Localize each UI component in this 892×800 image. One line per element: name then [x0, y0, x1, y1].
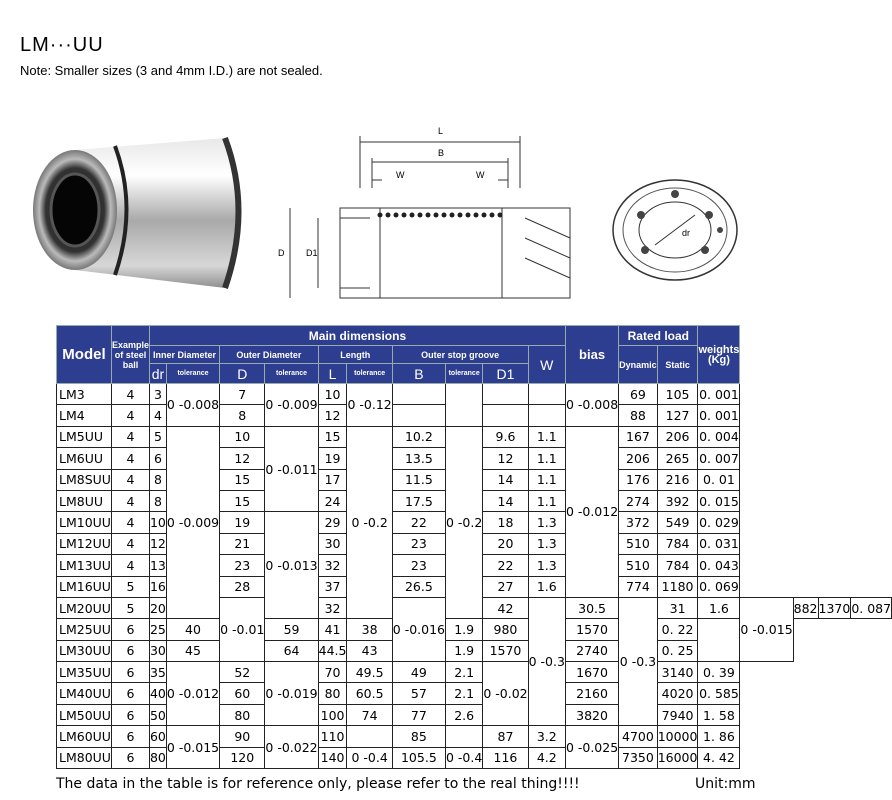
cell-bias: 0 -0.008 [565, 384, 618, 427]
cell-static: 1570 [565, 619, 618, 640]
cell-length-tolerance: 0 -0.2 [347, 426, 392, 619]
cell-dynamic: 2160 [565, 683, 618, 704]
cell-static: 265 [657, 448, 698, 469]
cell-dynamic: 510 [619, 555, 658, 576]
cell-dynamic: 206 [619, 448, 658, 469]
cell-groove-tolerance-empty [446, 384, 483, 427]
cell-outer-tolerance: 0 -0.016 [392, 597, 445, 661]
cell-weight: 0. 25 [657, 640, 698, 661]
cell-weight: 1. 86 [698, 726, 740, 747]
header-outer-stop-groove: Outer stop groove [392, 346, 528, 364]
cell-model: LM40UU [57, 683, 112, 704]
cell-B: 22 [392, 512, 445, 533]
cell-L: 64 [265, 640, 318, 661]
cell-dynamic: 3820 [565, 704, 618, 725]
cell-W: 1.1 [528, 469, 565, 490]
cell-model: LM35UU [57, 662, 112, 683]
reference-disclaimer: The data in the table is for reference only, please refer to the real thing!!!! [56, 776, 580, 792]
cell-inner-tolerance: 0 -0.008 [166, 384, 219, 427]
cell-static: 4020 [657, 683, 698, 704]
cell-model: LM5UU [57, 426, 112, 447]
cell-model: LM60UU [57, 726, 112, 747]
cell-D: 52 [220, 662, 265, 683]
cell-dr: 13 [149, 555, 166, 576]
cell-ball: 4 [111, 512, 149, 533]
cell-weight: 0. 007 [698, 448, 740, 469]
cell-ball: 4 [111, 448, 149, 469]
cell-ball: 6 [111, 704, 149, 725]
header-tolerance-length: tolerance [347, 364, 392, 384]
cell-outer-tolerance: 0 -0.013 [265, 512, 318, 619]
cell-ball: 5 [111, 576, 149, 597]
cell-D1: 20 [483, 533, 528, 554]
cell-model: LM25UU [57, 619, 112, 640]
cell-static: 392 [657, 490, 698, 511]
cell-weight: 0. 585 [698, 683, 740, 704]
cell-D: 32 [318, 597, 347, 618]
cell-L: 70 [318, 662, 347, 683]
cell-ball: 4 [111, 426, 149, 447]
cell-ball: 6 [111, 726, 149, 747]
cell-D: 15 [220, 469, 265, 490]
cell-dr: 25 [149, 619, 166, 640]
cell-weight: 0. 001 [698, 384, 740, 405]
header-main-dimensions: Main dimensions [149, 326, 565, 346]
cell-dynamic: 1670 [565, 662, 618, 683]
header-B: B [392, 364, 445, 384]
bearing-photo [20, 120, 260, 300]
cell-L: 100 [318, 704, 347, 725]
cell-B [392, 405, 445, 426]
cell-D: 90 [220, 726, 265, 747]
header-tolerance-inner: tolerance [166, 364, 219, 384]
cell-weight: 0. 069 [698, 576, 740, 597]
cell-D1: 77 [392, 704, 445, 725]
cell-groove-tolerance: 0 -0.2 [446, 426, 483, 619]
cell-model: LM8SUU [57, 469, 112, 490]
cell-D: 12 [220, 448, 265, 469]
cell-model: LM20UU [57, 597, 112, 618]
cell-B: 60.5 [347, 683, 392, 704]
table-row [57, 726, 892, 747]
cell-W: 1.1 [528, 490, 565, 511]
cell-weight: 0. 01 [698, 469, 740, 490]
cell-D1 [483, 405, 528, 426]
cell-model: LM80UU [57, 747, 112, 768]
cell-W: 1.3 [528, 555, 565, 576]
cell-dr: 5 [149, 426, 166, 447]
cell-dr: 10 [149, 512, 166, 533]
header-tolerance-groove: tolerance [446, 364, 483, 384]
cell-ball: 6 [111, 683, 149, 704]
cell-L: 17 [318, 469, 347, 490]
cell-dr: 40 [149, 683, 166, 704]
cell-L: 32 [318, 555, 347, 576]
cell-ball: 4 [111, 490, 149, 511]
cell-D1 [483, 384, 528, 405]
cell-model: LM4 [57, 405, 112, 426]
cell-dr: 4 [149, 405, 166, 426]
cell-model: LM16UU [57, 576, 112, 597]
cell-weight: 4. 42 [698, 747, 740, 768]
cell-weight: 0. 39 [698, 662, 740, 683]
cell-dynamic: 274 [619, 490, 658, 511]
bearing-bore [51, 174, 99, 246]
cell-outer-tolerance: 0 -0.019 [265, 662, 318, 726]
header-inner-diameter: Inner Diameter [149, 346, 219, 364]
cell-B: 11.5 [392, 469, 445, 490]
cell-static: 2740 [565, 640, 618, 661]
cell-length-tolerance-empty [347, 726, 392, 747]
label-D: D [278, 248, 285, 258]
cell-groove-tolerance: 0 -0.3 [619, 597, 658, 725]
cell-dynamic: 69 [619, 384, 658, 405]
cell-W: 1.3 [528, 533, 565, 554]
cell-dr: 3 [149, 384, 166, 405]
cell-D: 60 [220, 683, 265, 704]
cell-W: 1.6 [698, 597, 740, 618]
cell-dynamic: 4700 [619, 726, 658, 747]
cell-dynamic: 980 [483, 619, 528, 640]
cell-D: 7 [220, 384, 265, 405]
cell-B: 41 [318, 619, 347, 640]
cell-groove-tolerance: 0 -0.4 [446, 747, 483, 768]
cell-static: 16000 [657, 747, 698, 768]
cell-L: 30 [318, 533, 347, 554]
cell-D: 45 [166, 640, 219, 661]
cell-D1: 57 [392, 683, 445, 704]
cell-D1: 12 [483, 448, 528, 469]
cell-W: 1.1 [528, 448, 565, 469]
cell-W: 1.3 [528, 512, 565, 533]
cell-weight: 0. 043 [698, 555, 740, 576]
cell-L: 37 [318, 576, 347, 597]
table-row [57, 662, 892, 683]
cell-D1: 27 [483, 576, 528, 597]
header-static: Static [657, 346, 698, 384]
cell-dr: 6 [149, 448, 166, 469]
cell-D: 21 [220, 533, 265, 554]
cell-static: 3140 [657, 662, 698, 683]
label-dr: dr [682, 228, 691, 238]
cell-D: 80 [220, 704, 265, 725]
cell-D: 10 [220, 426, 265, 447]
cell-D1: 38 [347, 619, 392, 640]
cell-W: 1.6 [528, 576, 565, 597]
cell-weight: 0. 031 [698, 533, 740, 554]
cell-static: 549 [657, 512, 698, 533]
cell-weight: 0. 001 [698, 405, 740, 426]
cell-D: 28 [220, 576, 265, 597]
page-title: LM···UU [20, 34, 104, 56]
cell-W: 1.1 [528, 426, 565, 447]
header-steel-ball: Example of steel ball [111, 326, 149, 384]
label-B: B [438, 148, 445, 158]
cell-model: LM8UU [57, 490, 112, 511]
cell-B: 17.5 [392, 490, 445, 511]
cell-B: 13.5 [392, 448, 445, 469]
cell-B: 49.5 [347, 662, 392, 683]
cell-model: LM10UU [57, 512, 112, 533]
header-weights: weights (Kg) [698, 326, 740, 384]
cell-length-tolerance: 0 -0.4 [347, 747, 392, 768]
cell-ball: 4 [111, 555, 149, 576]
cell-L: 12 [318, 405, 347, 426]
cell-W [528, 384, 565, 405]
cell-outer-tolerance: 0 -0.022 [265, 726, 318, 769]
cell-ball: 4 [111, 384, 149, 405]
label-W-right: W [476, 170, 485, 180]
table-row [57, 426, 892, 447]
cell-dynamic: 88 [619, 405, 658, 426]
cell-W: 2.1 [446, 683, 483, 704]
cell-ball: 6 [111, 662, 149, 683]
header-D1: D1 [483, 364, 528, 384]
cell-W: 1.9 [446, 619, 483, 640]
cell-dynamic: 774 [619, 576, 658, 597]
label-D1: D1 [306, 248, 318, 258]
cell-L: 140 [318, 747, 347, 768]
cell-model: LM3 [57, 384, 112, 405]
cell-bias: 0 -0.012 [565, 426, 618, 597]
cell-D: 15 [220, 490, 265, 511]
cell-L: 42 [483, 597, 528, 618]
cell-D1: 18 [483, 512, 528, 533]
cell-L: 59 [265, 619, 318, 640]
table-row [57, 384, 892, 405]
cell-ball: 4 [111, 469, 149, 490]
cell-dynamic: 176 [619, 469, 658, 490]
cell-dr: 35 [149, 662, 166, 683]
cell-W: 3.2 [528, 726, 565, 747]
cell-D1: 22 [483, 555, 528, 576]
cell-L: 24 [318, 490, 347, 511]
cell-outer-tolerance: 0 -0.011 [265, 426, 318, 512]
label-W-left: W [396, 170, 405, 180]
cell-model: LM13UU [57, 555, 112, 576]
cell-B: 26.5 [392, 576, 445, 597]
cell-weight: 1. 58 [698, 704, 740, 725]
cell-weight: 0. 004 [698, 426, 740, 447]
cell-dr: 80 [149, 747, 166, 768]
cell-bias: 0 -0.025 [565, 726, 618, 769]
cell-B: 23 [392, 533, 445, 554]
cell-W: 1.9 [446, 640, 483, 661]
cell-D1: 43 [347, 640, 392, 661]
cell-L: 29 [318, 512, 347, 533]
cell-length-tolerance: 0 -0.3 [528, 597, 565, 725]
cell-ball: 4 [111, 405, 149, 426]
cell-W: 2.1 [446, 662, 483, 683]
header-bias: bias [565, 326, 618, 384]
header-outer-diameter: Outer Diameter [220, 346, 319, 364]
cell-weight: 0. 22 [657, 619, 698, 640]
end-view-drawing [600, 170, 750, 290]
cell-D1: 49 [392, 662, 445, 683]
dimensions-table [56, 325, 892, 769]
cell-static: 1180 [657, 576, 698, 597]
header-D: D [220, 364, 265, 384]
cell-dynamic: 882 [793, 597, 818, 618]
cell-B: 10.2 [392, 426, 445, 447]
header-model: Model [57, 326, 112, 384]
cell-dr: 60 [149, 726, 166, 747]
cell-D: 40 [166, 619, 219, 640]
sealing-note: Note: Smaller sizes (3 and 4mm I.D.) are not sealed. [20, 63, 323, 78]
cell-static: 206 [657, 426, 698, 447]
header-L: L [318, 364, 347, 384]
cell-L: 19 [318, 448, 347, 469]
cell-model: LM30UU [57, 640, 112, 661]
cell-ball: 5 [111, 597, 149, 618]
dimension-drawing [270, 118, 600, 308]
cell-D: 19 [220, 512, 265, 533]
cell-weight: 0. 087 [851, 597, 892, 618]
cell-D1: 116 [483, 747, 528, 768]
cell-W [528, 405, 565, 426]
cell-L: 110 [318, 726, 347, 747]
cell-B: 23 [392, 555, 445, 576]
cell-static: 10000 [657, 726, 698, 747]
cell-dr: 8 [149, 490, 166, 511]
label-L: L [438, 126, 444, 136]
cell-dr: 20 [149, 597, 166, 618]
header-W: W [528, 346, 565, 384]
cell-dr: 50 [149, 704, 166, 725]
cell-outer-tolerance: 0 -0.009 [265, 384, 318, 427]
cell-ball: 4 [111, 533, 149, 554]
cell-dynamic: 372 [619, 512, 658, 533]
table-body [57, 384, 892, 769]
cell-D: 120 [220, 747, 265, 768]
cell-W: 2.6 [446, 704, 483, 725]
cell-static: 784 [657, 555, 698, 576]
cell-static: 105 [657, 384, 698, 405]
cell-dynamic: 7350 [619, 747, 658, 768]
cell-static: 784 [657, 533, 698, 554]
cell-inner-tolerance: 0 -0.012 [166, 662, 219, 726]
cell-dr: 12 [149, 533, 166, 554]
cell-model: LM50UU [57, 704, 112, 725]
cell-inner-tolerance: 0 -0.009 [166, 426, 219, 619]
header-rated-load: Rated load [619, 326, 698, 346]
cell-dr: 8 [149, 469, 166, 490]
header-length: Length [318, 346, 392, 364]
cell-static: 1370 [818, 597, 851, 618]
cell-D1: 31 [657, 597, 698, 618]
cell-model: LM12UU [57, 533, 112, 554]
cell-L: 15 [318, 426, 347, 447]
cell-L: 10 [318, 384, 347, 405]
cell-weight: 0. 015 [698, 490, 740, 511]
cell-static: 127 [657, 405, 698, 426]
cell-D1: 9.6 [483, 426, 528, 447]
cell-model: LM6UU [57, 448, 112, 469]
cell-D1: 87 [483, 726, 528, 747]
cell-D: 23 [220, 555, 265, 576]
cell-dynamic: 1570 [483, 640, 528, 661]
cell-B [392, 384, 445, 405]
cell-B: 44.5 [318, 640, 347, 661]
cell-D1: 14 [483, 490, 528, 511]
header-dynamic: Dynamic [619, 346, 658, 384]
cell-bias: 0 -0.02 [483, 662, 528, 726]
cell-dr: 16 [149, 576, 166, 597]
cell-static: 216 [657, 469, 698, 490]
cell-D: 8 [220, 405, 265, 426]
cell-ball: 6 [111, 747, 149, 768]
cell-ball: 6 [111, 619, 149, 640]
cell-inner-tolerance: 0 -0.015 [166, 726, 219, 769]
cell-W: 4.2 [528, 747, 565, 768]
header-tolerance-outer: tolerance [265, 364, 318, 384]
cell-bias: 0 -0.015 [740, 597, 793, 661]
cell-B: 85 [392, 726, 445, 747]
cell-B: 30.5 [565, 597, 618, 618]
unit-label: Unit:mm [695, 776, 756, 792]
cell-dr: 30 [149, 640, 166, 661]
cell-B: 105.5 [392, 747, 445, 768]
cell-groove-tolerance-empty [446, 726, 483, 747]
cell-D1: 14 [483, 469, 528, 490]
cell-dynamic: 167 [619, 426, 658, 447]
cell-inner-tolerance: 0 -0.01 [220, 597, 265, 661]
cell-B: 74 [347, 704, 392, 725]
cell-static: 7940 [657, 704, 698, 725]
cell-length-tolerance: 0 -0.12 [347, 384, 392, 427]
cell-L: 80 [318, 683, 347, 704]
cell-weight: 0. 029 [698, 512, 740, 533]
cell-ball: 6 [111, 640, 149, 661]
header-dr: dr [149, 364, 166, 384]
cell-dynamic: 510 [619, 533, 658, 554]
